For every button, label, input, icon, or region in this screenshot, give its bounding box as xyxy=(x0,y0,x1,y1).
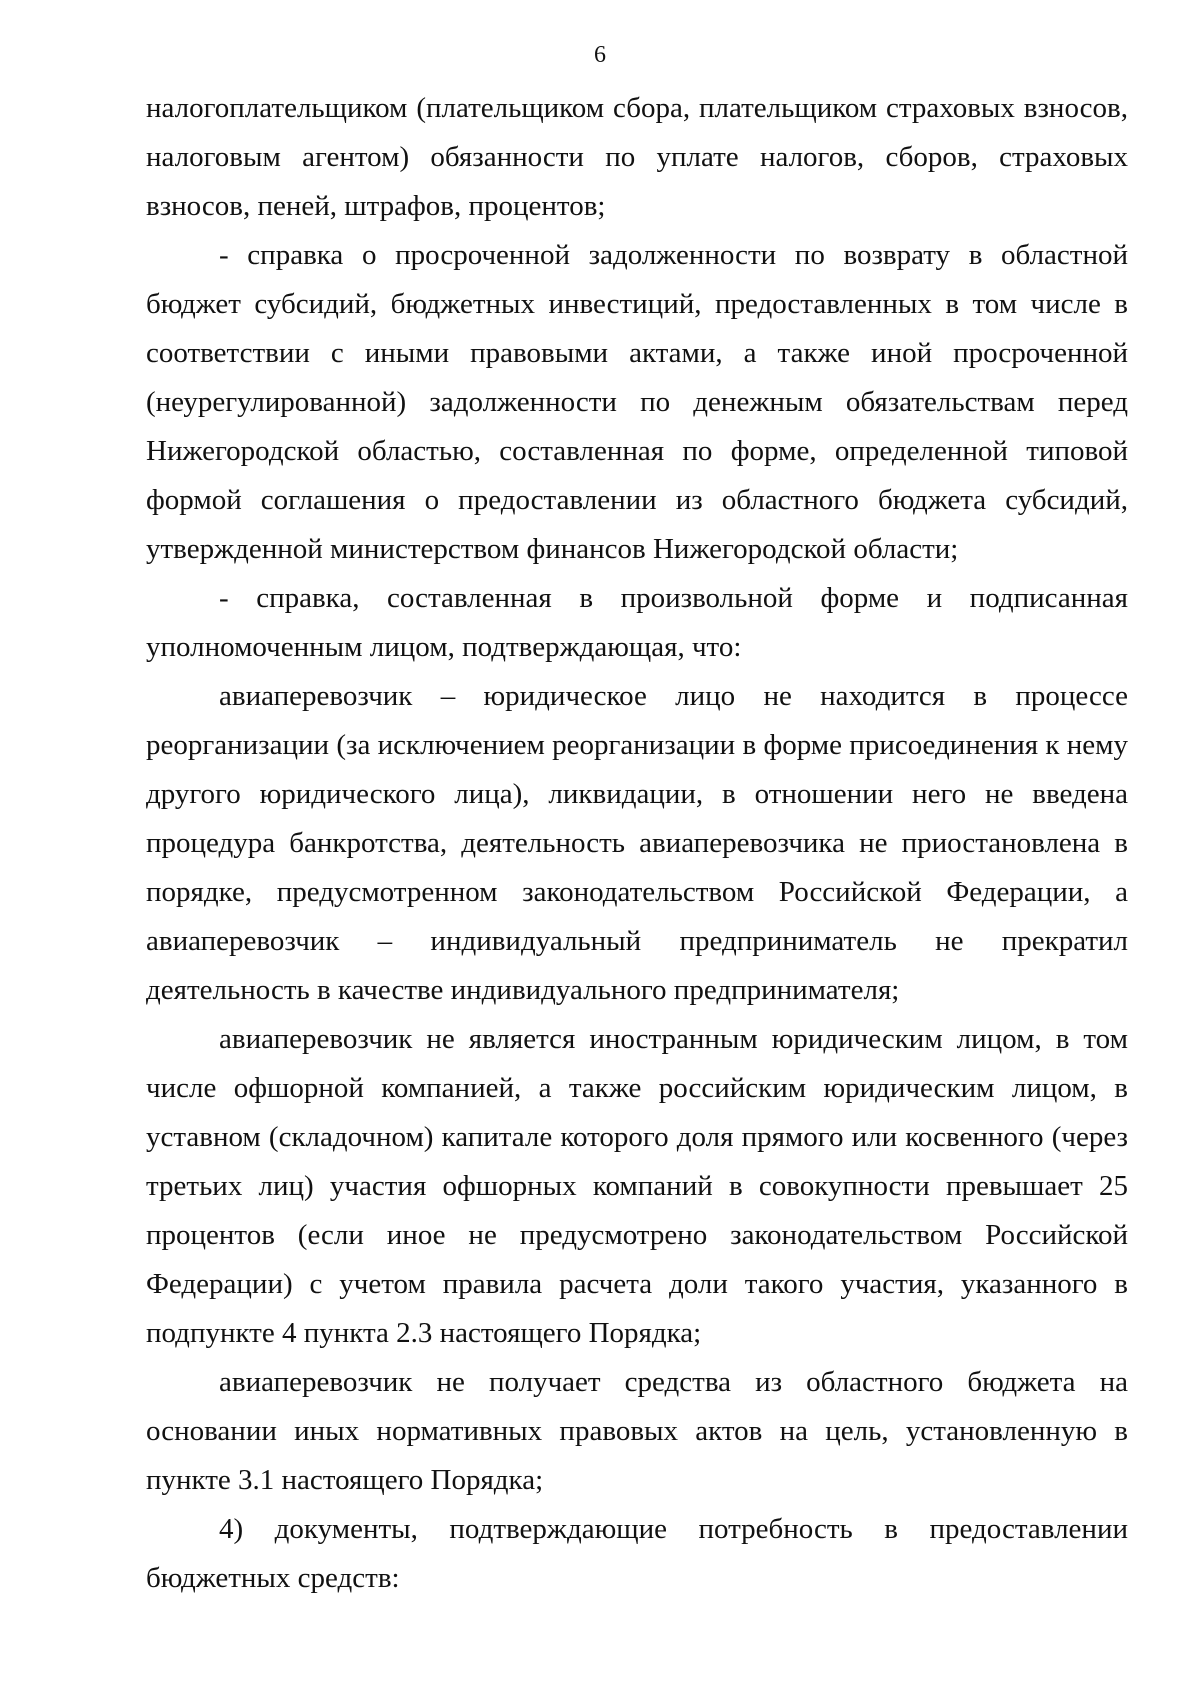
paragraph-overdue-debt-certificate: - справка о просроченной задолженности по возврату в областной бюджет субсидий, бюджетных инвестиций, предоставленных в том числе в соответствии с иными правовыми актами, а также иной просроченной (неурегулированной) задолженности по денежным обязательствам перед Нижегородской областью, составленная по форме, определенной типовой формой соглашения о предоставлении из областного бюджета субсидий, утвержденной министерством финансов Нижегородской области; xyxy=(146,239,1128,565)
paragraph-need-documents: 4) документы, подтверждающие потребность в предоставлении бюджетных средств: xyxy=(146,1513,1128,1594)
paragraph-not-foreign-entity: авиаперевозчик не является иностранным юридическим лицом, в том числе офшорной компанией, а также российским юридическим лицом, в уставном (складочном) капитале которого доля прямого или косвенного (через третьих лиц) участия офшорных компаний в совокупности превышает 25 процентов (если иное не предусмотрено законодательством Российской Федерации) с учетом правила расчета доли такого участия, указанного в подпункте 4 пункта 2.3 настоящего Порядка; xyxy=(146,1023,1128,1349)
paragraph-free-form-certificate: - справка, составленная в произвольной форме и подписанная уполномоченным лицом, подтверждающая, что: xyxy=(146,582,1128,663)
paragraph-no-other-funds: авиаперевозчик не получает средства из областного бюджета на основании иных нормативных правовых актов на цель, установленную в пункте 3.1 настоящего Порядка; xyxy=(146,1366,1128,1496)
page-number: 6 xyxy=(594,42,606,68)
paragraph-not-in-reorganization: авиаперевозчик – юридическое лицо не находится в процессе реорганизации (за исключением реорганизации в форме присоединения к нему другого юридического лица), ликвидации, в отношении него не введена процедура банкротства, деятельность авиаперевозчика не приостановлена в порядке, предусмотренном законодательством Российской Федерации, а авиаперевозчик – индивидуальный предприниматель не прекратил деятельность в качестве индивидуального предпринимателя; xyxy=(146,680,1128,1006)
document-body xyxy=(146,84,1128,1603)
paragraph-tax-obligations: налогоплательщиком (плательщиком сбора, плательщиком страховых взносов, налоговым агентом) обязанности по уплате налогов, сборов, страховых взносов, пеней, штрафов, процентов; xyxy=(146,92,1128,222)
